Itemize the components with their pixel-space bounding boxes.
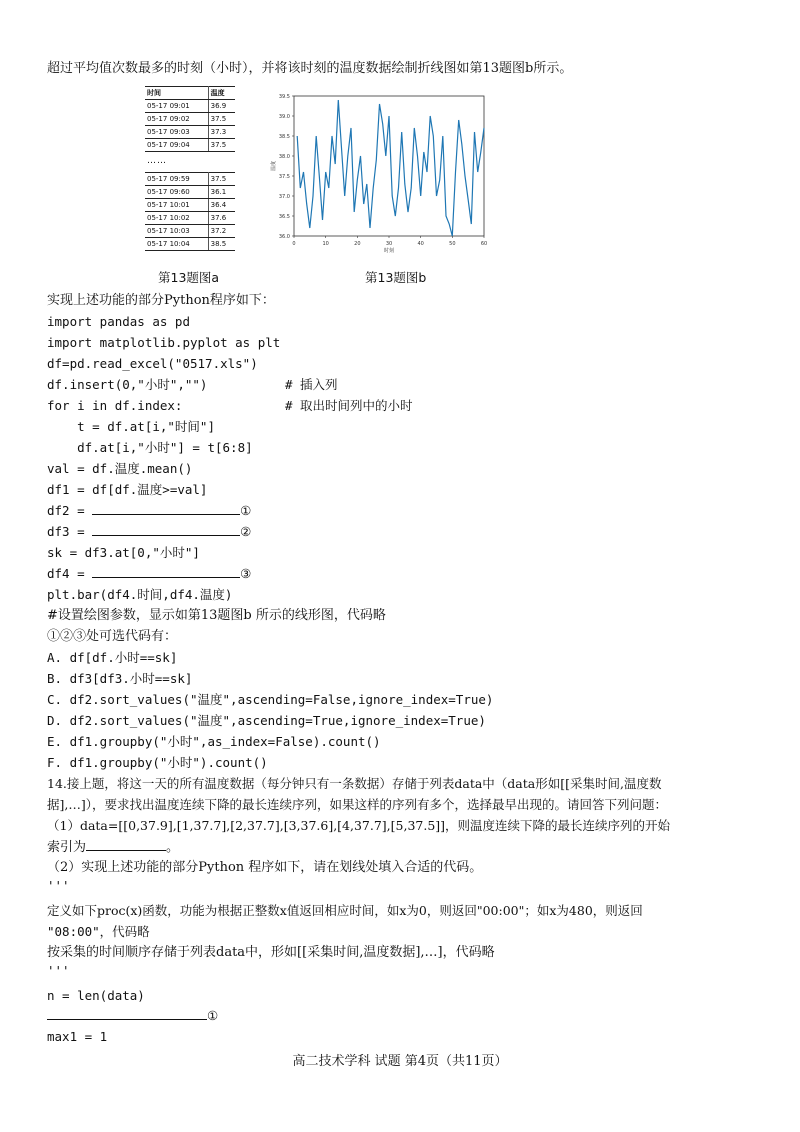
- y-tick-label: 36.5: [278, 214, 290, 220]
- y-tick-label: 36.0: [278, 234, 290, 240]
- table-row: [145, 225, 235, 238]
- code-line: import pandas as pd: [47, 314, 190, 329]
- q14-code-max: max1 = 1: [47, 1029, 108, 1044]
- intro-text: 超过平均值次数最多的时刻（小时），并将该时刻的温度数据绘制折线图如第13题图b所示。: [47, 61, 573, 76]
- table-row: [145, 186, 235, 199]
- cell-temp: 38.5: [208, 238, 235, 251]
- cell-time: 05-17 09:04: [145, 139, 208, 152]
- option-a: A. df[df.小时==sk]: [47, 650, 178, 665]
- y-tick-label: 39.5: [278, 94, 290, 100]
- option-c: C. df2.sort_values("温度",ascending=False,ignore_index=True): [47, 692, 494, 707]
- x-tick-label: 10: [322, 241, 329, 247]
- code-line: for i in df.index:: [47, 398, 183, 413]
- cell-temp: 36.1: [208, 186, 235, 199]
- x-tick-label: 50: [449, 241, 456, 247]
- code-line: df.at[i,"小时"] = t[6:8]: [47, 440, 253, 455]
- cell-time: 05-17 09:60: [145, 186, 208, 199]
- code-line-prefix: df3 =: [47, 524, 93, 539]
- code-comment-insert: # 插入列: [285, 377, 338, 392]
- code-line: import matplotlib.pyplot as plt: [47, 335, 281, 350]
- cell-time: 05-17 09:03: [145, 126, 208, 139]
- blank-mark-2: ②: [240, 524, 252, 539]
- cell-temp: 37.5: [208, 113, 235, 126]
- option-d: D. df2.sort_values("温度",ascending=True,ignore_index=True): [47, 713, 486, 728]
- x-axis-label: 时刻: [383, 248, 395, 254]
- answer-blank-2[interactable]: [92, 523, 240, 536]
- caption-b: 第13题图b: [365, 270, 427, 285]
- q14-desc2: "08:00"，代码略: [47, 924, 150, 939]
- y-tick-label: 37.0: [278, 194, 290, 200]
- x-tick-label: 30: [385, 241, 393, 247]
- code-line: t = df.at[i,"时间"]: [47, 419, 215, 434]
- q14-code-blank-1: [47, 1007, 218, 1025]
- x-tick-label: 0: [292, 241, 296, 247]
- figure-a-table: [145, 86, 235, 251]
- table-ellipsis: ……: [147, 156, 167, 166]
- table-row: [145, 113, 235, 126]
- option-f: F. df1.groupby("小时").count(): [47, 755, 268, 770]
- code-line: df=pd.read_excel("0517.xls"): [47, 356, 258, 371]
- cell-time: 05-17 10:01: [145, 199, 208, 212]
- figure-b-line-chart: [268, 90, 493, 260]
- blank-mark-1: ①: [240, 503, 252, 518]
- table-row: [145, 139, 235, 152]
- answer-blank-3[interactable]: [92, 565, 240, 578]
- option-b: B. df3[df3.小时==sk]: [47, 671, 193, 686]
- col-header-time: 时间: [145, 87, 208, 100]
- code-line: sk = df3.at[0,"小时"]: [47, 545, 200, 560]
- q14-desc3: 按采集的时间顺序存储于列表data中，形如[[采集时间,温度数据],…]，代码略: [47, 945, 495, 960]
- y-axis-label: 温度: [271, 160, 277, 172]
- cell-temp: 37.2: [208, 225, 235, 238]
- q14-blank-mark-1: ①: [207, 1008, 219, 1023]
- cell-time: 05-17 09:02: [145, 113, 208, 126]
- cell-time: 05-17 10:03: [145, 225, 208, 238]
- code-line-prefix: df4 =: [47, 566, 93, 581]
- cell-temp: 36.9: [208, 100, 235, 113]
- table-row: [145, 199, 235, 212]
- col-header-temp: 温度: [208, 87, 235, 100]
- y-tick-label: 37.5: [278, 174, 290, 180]
- y-tick-label: 39.0: [278, 114, 290, 120]
- code-intro: 实现上述功能的部分Python程序如下：: [47, 293, 275, 308]
- code-line-blank-1: [47, 502, 251, 520]
- table-row: [145, 238, 235, 251]
- options-title: ①②③处可选代码有：: [47, 629, 178, 644]
- x-tick-label: 20: [354, 241, 361, 247]
- code-line: df1 = df[df.温度>=val]: [47, 482, 208, 497]
- code-line-blank-2: [47, 523, 251, 541]
- table-row: [145, 212, 235, 225]
- code-line: val = df.温度.mean(): [47, 461, 193, 476]
- blank-mark-3: ③: [240, 566, 252, 581]
- series-line-temperature: [297, 100, 484, 236]
- cell-temp: 36.4: [208, 199, 235, 212]
- q14-code-n: n = len(data): [47, 988, 145, 1003]
- cell-temp: 37.5: [208, 173, 235, 186]
- cell-temp: 37.5: [208, 139, 235, 152]
- option-e: E. df1.groupby("小时",as_index=False).count(): [47, 734, 381, 749]
- cell-time: 05-17 09:01: [145, 100, 208, 113]
- caption-a: 第13题图a: [158, 270, 220, 285]
- cell-time: 05-17 09:59: [145, 173, 208, 186]
- x-tick-label: 60: [480, 241, 488, 247]
- table-row: [145, 100, 235, 113]
- q14-line4-suffix: 。: [166, 840, 180, 855]
- q14-line4-prefix: 索引为: [47, 840, 87, 855]
- y-tick-label: 38.0: [278, 154, 290, 160]
- q14-line1: 14.接上题，将这一天的所有温度数据（每分钟只有一条数据）存储于列表data中（data形如[[采集时间,温度数: [47, 776, 662, 791]
- cell-time: 05-17 10:02: [145, 212, 208, 225]
- q14-line4: [47, 838, 179, 857]
- q14-line3: （1）data=[[0,37.9],[1,37.7],[2,37.7],[3,37.6],[4,37.7],[5,37.5]]，则温度连续下降的最长连续序列的开始: [47, 818, 671, 833]
- cell-time: 05-17 10:04: [145, 238, 208, 251]
- page-footer: 高二技术学科 试题 第4页（共11页）: [292, 1054, 508, 1069]
- docstring-quote-open: ''': [47, 878, 70, 893]
- docstring-quote-close: ''': [47, 963, 70, 978]
- q14-line5: （2）实现上述功能的部分Python 程序如下，请在划线处填入合适的代码。: [47, 860, 483, 875]
- code-comment-line: #设置绘图参数，显示如第13题图b 所示的线形图，代码略: [47, 608, 386, 623]
- table-row: [145, 173, 235, 186]
- code-line: df.insert(0,"小时",""): [47, 377, 208, 392]
- code-line-prefix: df2 =: [47, 503, 93, 518]
- answer-blank-start-index[interactable]: [86, 838, 166, 851]
- cell-temp: 37.6: [208, 212, 235, 225]
- code-line: plt.bar(df4.时间,df4.温度): [47, 587, 233, 602]
- y-tick-label: 38.5: [278, 134, 290, 140]
- table-row: [145, 126, 235, 139]
- cell-temp: 37.3: [208, 126, 235, 139]
- x-tick-label: 40: [417, 241, 424, 247]
- answer-blank-1[interactable]: [92, 502, 240, 515]
- answer-blank-q14-1[interactable]: [47, 1007, 207, 1020]
- code-comment-loop: # 取出时间列中的小时: [285, 398, 413, 413]
- q14-line2: 据],…]），要求找出温度连续下降的最长连续序列，如果这样的序列有多个，选择最早出现的。请回答下列问题：: [47, 797, 667, 812]
- q14-desc1: 定义如下proc(x)函数，功能为根据正整数x值返回相应时间，如x为0，则返回"00:00"；如x为480，则返回: [47, 903, 643, 918]
- code-line-blank-3: [47, 565, 251, 583]
